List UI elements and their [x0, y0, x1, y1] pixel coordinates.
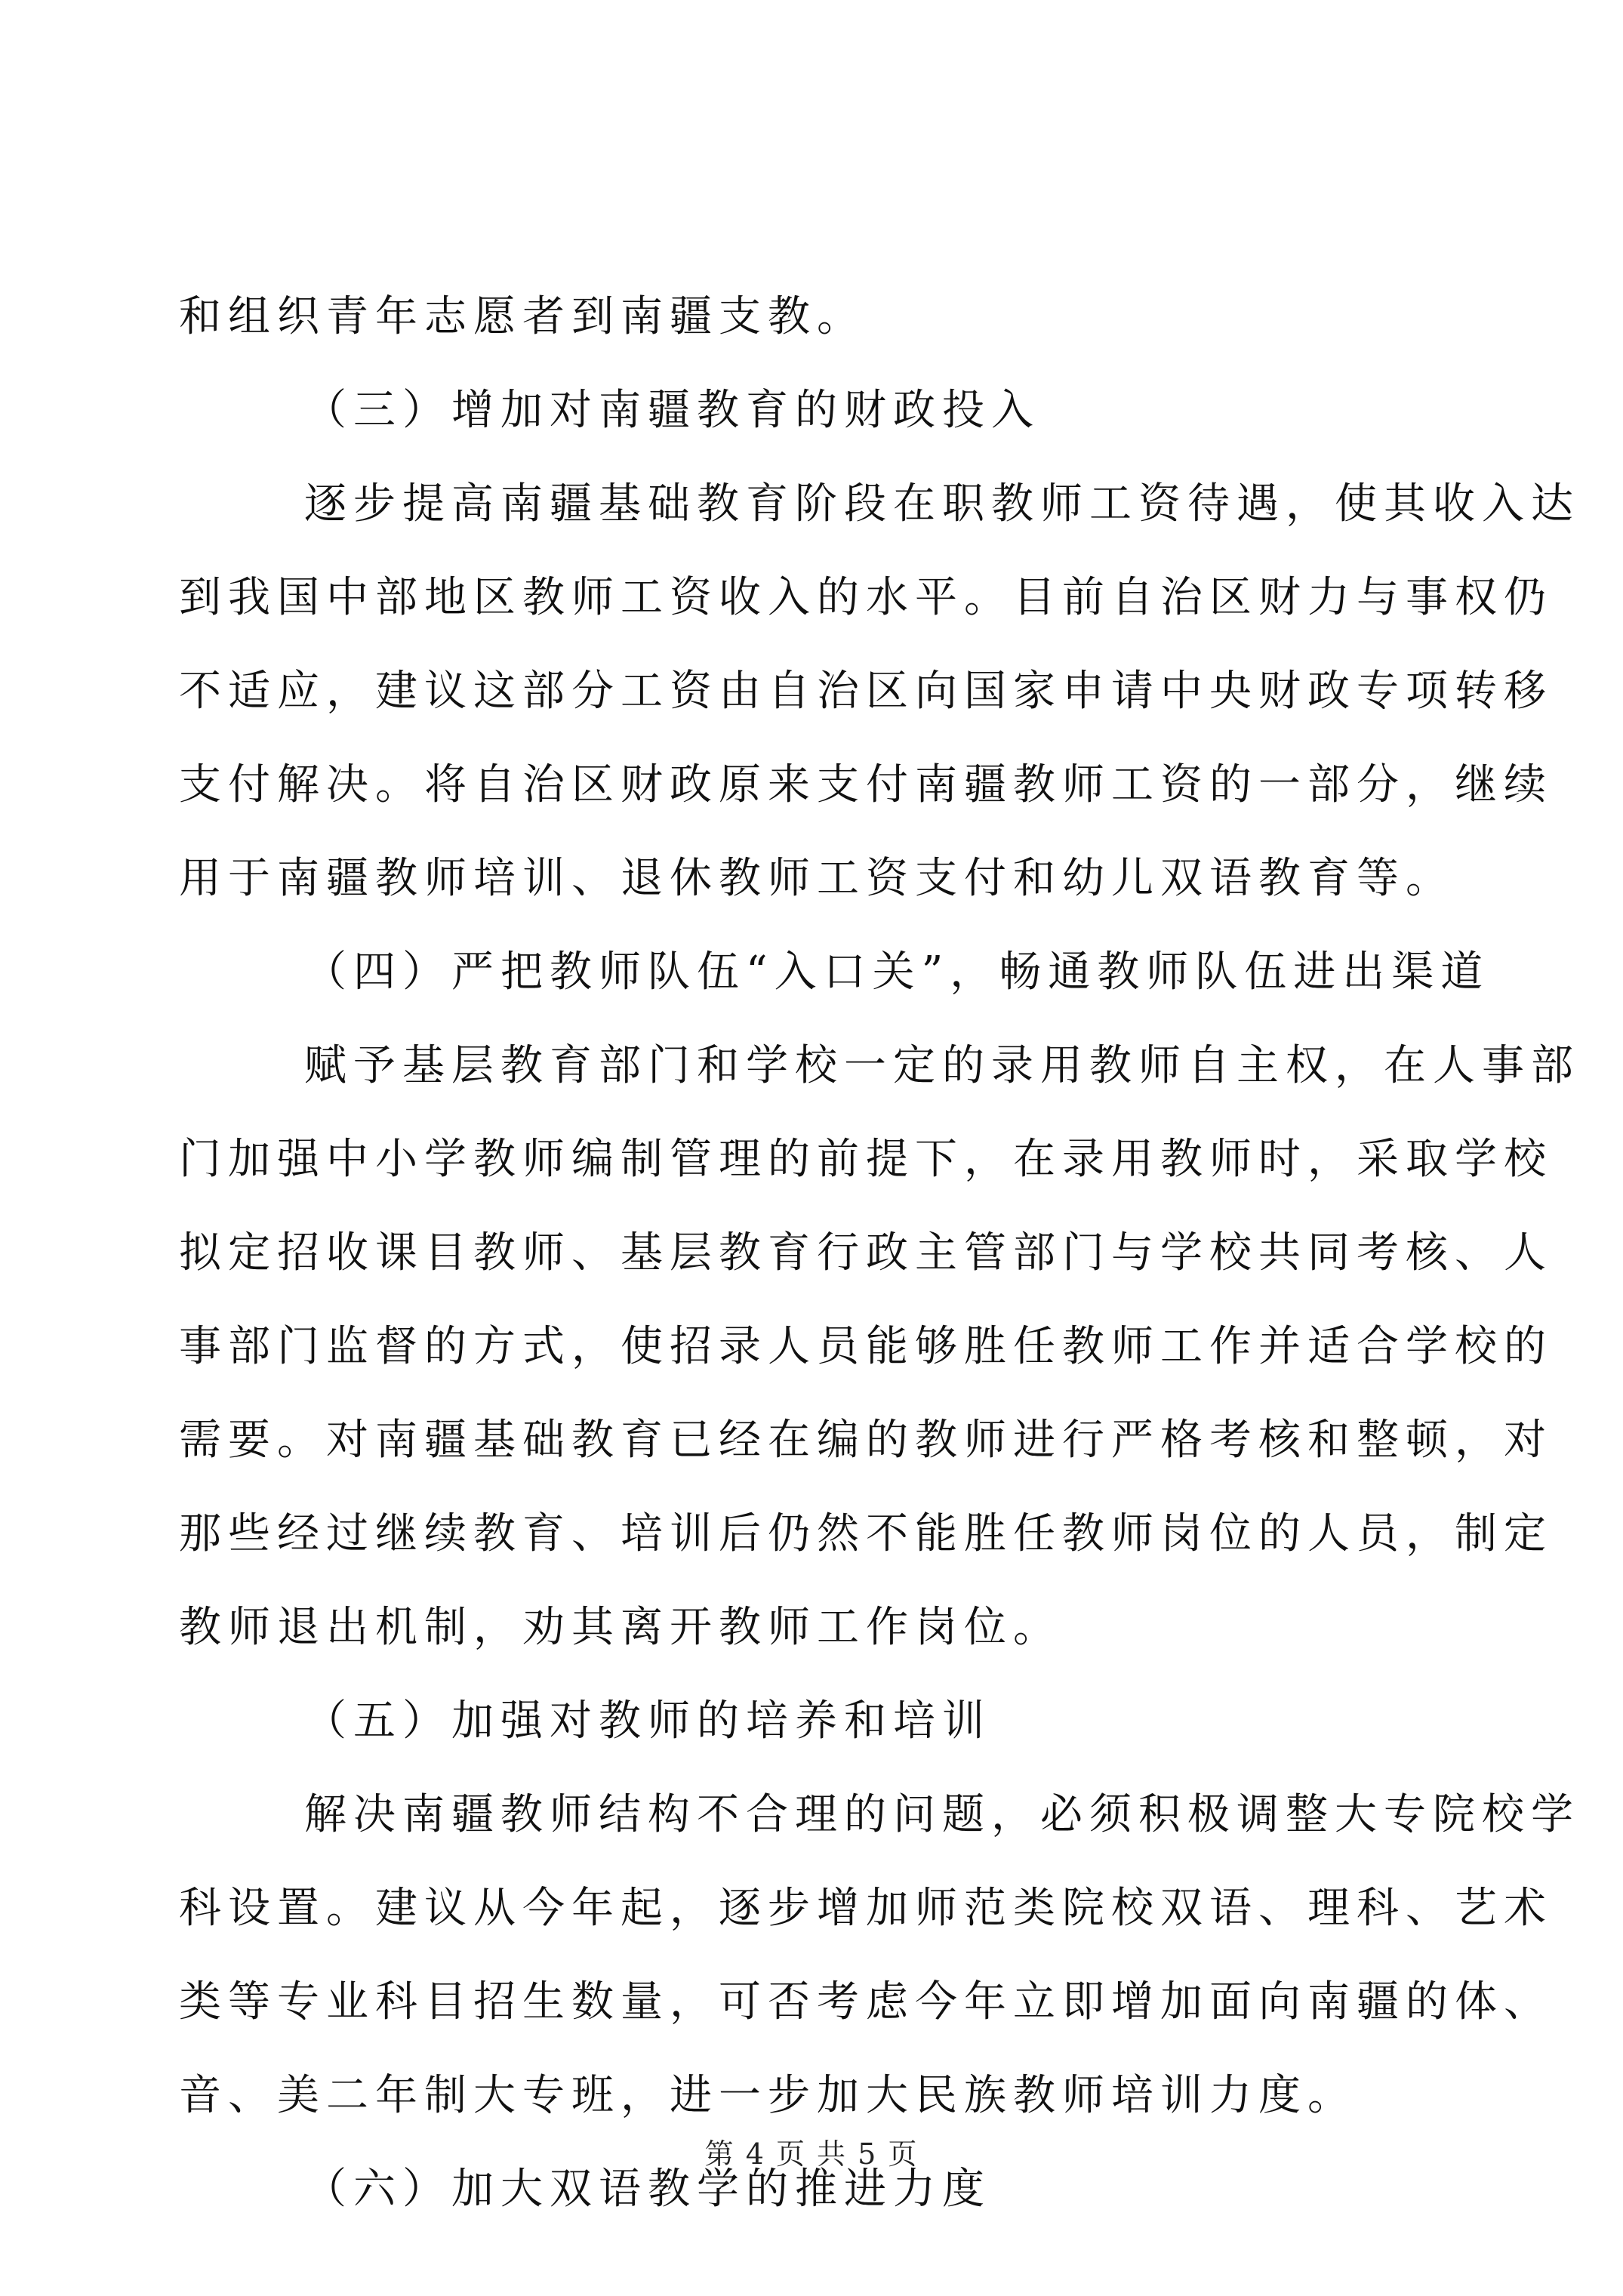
text-line: 音、美二年制大专班，进一步加大民族教师培训力度。 — [179, 2071, 1357, 2120]
page-footer: 第 4 页 共 5 页 — [704, 2137, 919, 2171]
section-heading: （五）加强对教师的培养和培训 — [304, 1697, 991, 1746]
text-line: 不适应，建议这部分工资由自治区向国家申请中央财政专项转移 — [179, 667, 1553, 716]
section-heading: （四）严把教师队伍“入口关”，畅通教师队伍进出渠道 — [304, 948, 1490, 997]
text-line: 类等专业科目招生数量，可否考虑今年立即增加面向南疆的体、 — [179, 1977, 1553, 2026]
text-line: 拟定招收课目教师、基层教育行政主管部门与学校共同考核、人 — [179, 1228, 1553, 1277]
text-line: 事部门监督的方式，使招录人员能够胜任教师工作并适合学校的 — [179, 1322, 1553, 1371]
text-line: 用于南疆教师培训、退休教师工资支付和幼儿双语教育等。 — [179, 854, 1455, 903]
text-line: 到我国中部地区教师工资收入的水平。目前自治区财力与事权仍 — [179, 573, 1553, 622]
text-line: 教师退出机制，劝其离开教师工作岗位。 — [179, 1603, 1062, 1652]
text-line: 科设置。建议从今年起，逐步增加师范类院校双语、理科、艺术 — [179, 1884, 1553, 1933]
text-line: 解决南疆教师结构不合理的问题，必须积极调整大专院校学 — [304, 1790, 1580, 1839]
text-line: 支付解决。将自治区财政原来支付南疆教师工资的一部分，继续 — [179, 760, 1553, 809]
text-line: 需要。对南疆基础教育已经在编的教师进行严格考核和整顿，对 — [179, 1416, 1553, 1465]
text-line: 那些经过继续教育、培训后仍然不能胜任教师岗位的人员，制定 — [179, 1509, 1553, 1558]
document-body — [179, 270, 1580, 2236]
text-line: 和组织青年志愿者到南疆支教。 — [179, 292, 866, 341]
section-heading: （三）增加对南疆教育的财政投入 — [304, 386, 1040, 435]
text-line: 逐步提高南疆基础教育阶段在职教师工资待遇，使其收入达 — [304, 479, 1580, 529]
section-heading: （六）加大双语教学的推进力度 — [304, 2165, 991, 2214]
text-line: 赋予基层教育部门和学校一定的录用教师自主权，在人事部 — [304, 1041, 1580, 1090]
text-line: 门加强中小学教师编制管理的前提下，在录用教师时，采取学校 — [179, 1135, 1553, 1184]
